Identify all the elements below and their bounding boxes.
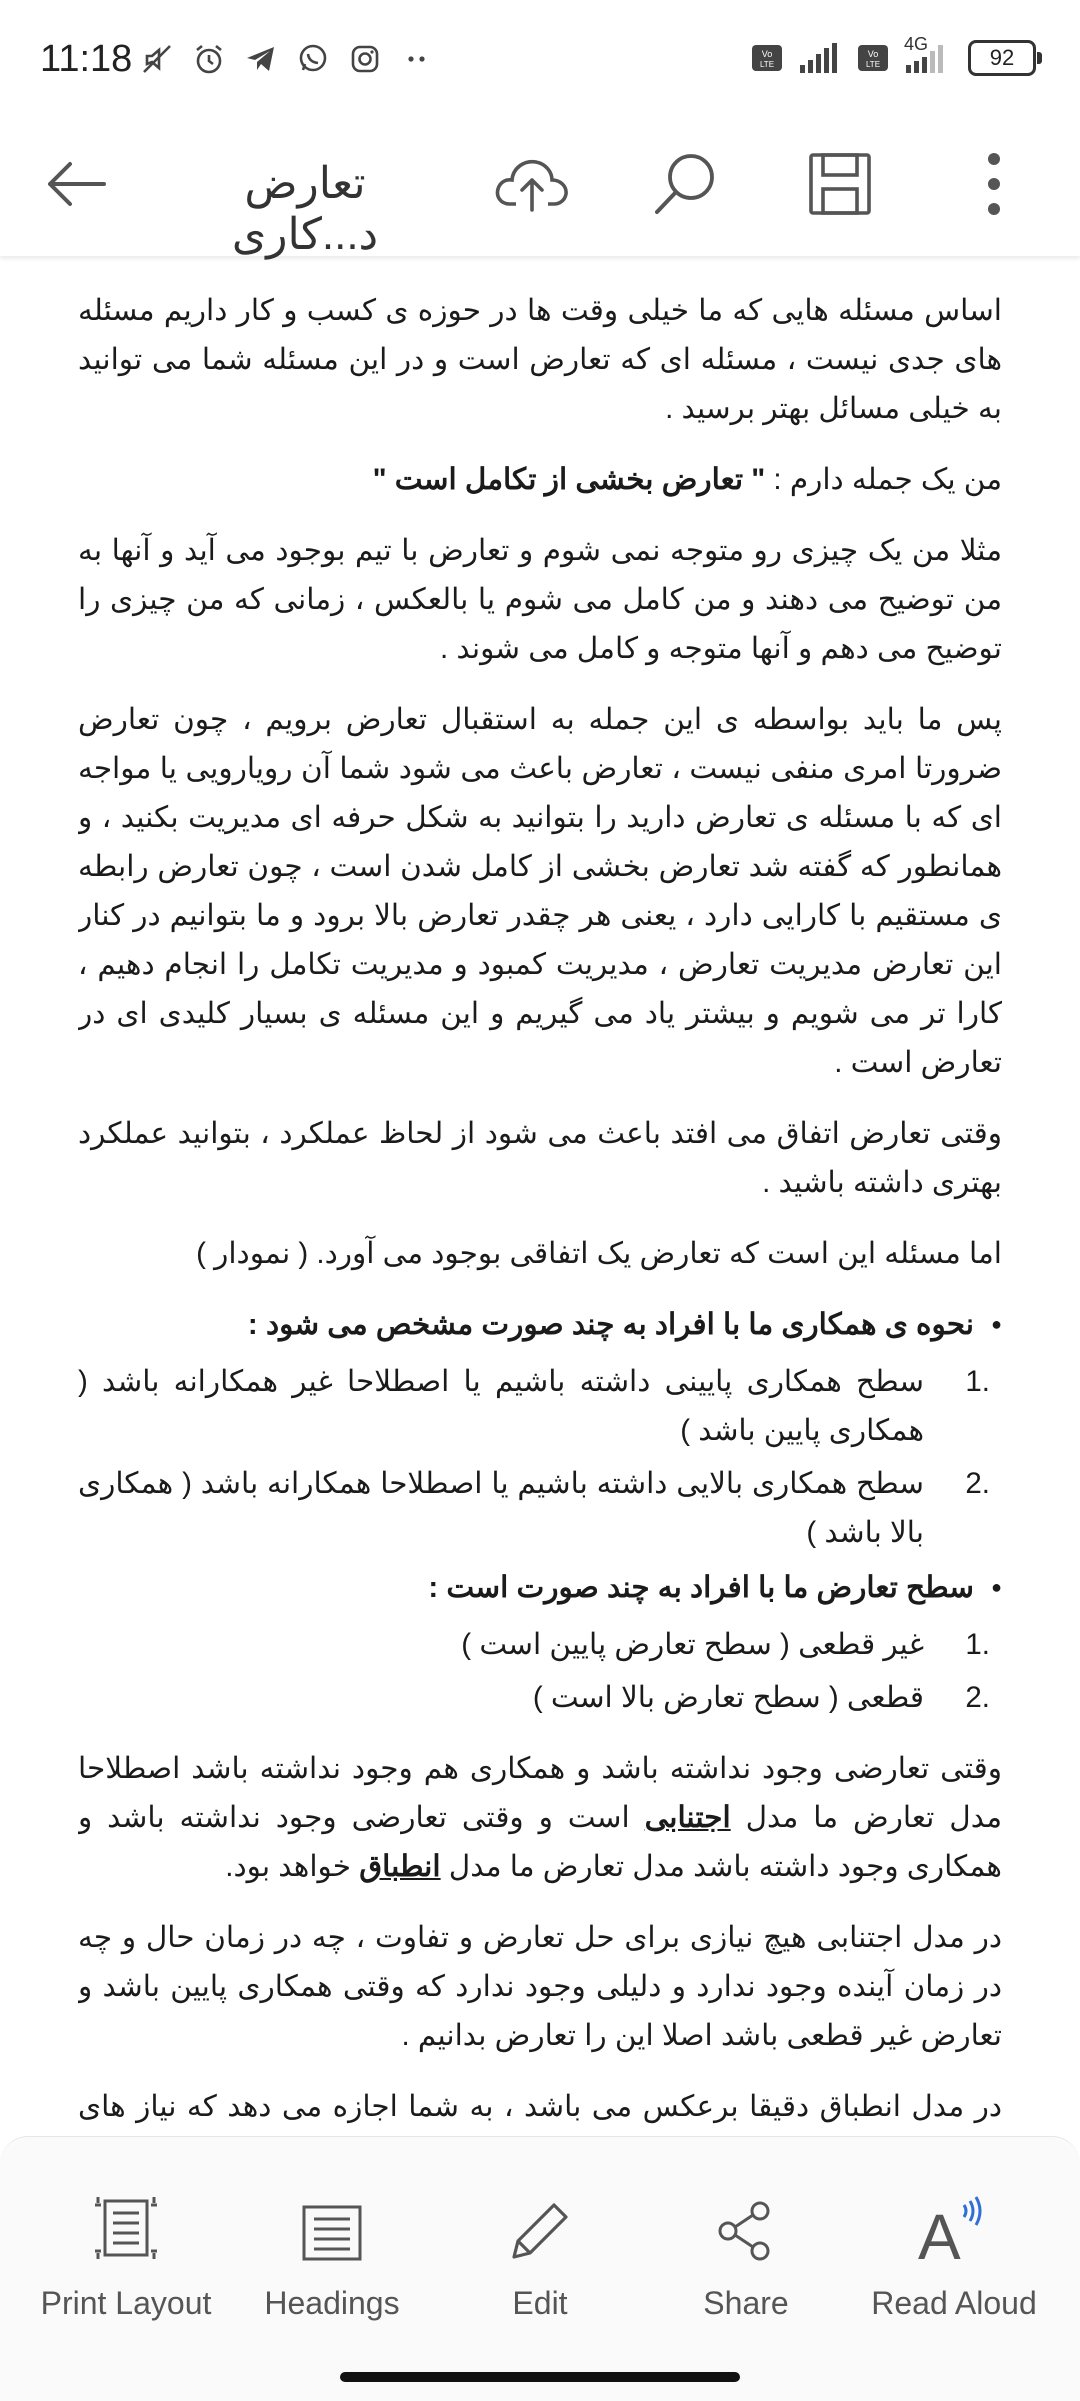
bullet-heading: ● سطح تعارض ما با افراد به چند صورت است : [78, 1563, 1002, 1612]
bullet-heading: ● نحوه ی همکاری ما با افراد به چند صورت مشخص می شود : [78, 1300, 1002, 1349]
signal-icon [904, 41, 954, 75]
list-item-text: سطح همکاری بالایی داشته باشیم یا اصطلاحا همکارانه باشد ( همکاری بالا باشد ) [78, 1467, 924, 1549]
save-icon [807, 151, 873, 217]
paragraph: اساس مسئله هایی که ما خیلی وقت ها در حوزه ی کسب و کار داریم مسئله های جدی نیست ، مسئله ای که تعارض است و در این مسئله شما می توانید به خیلی مسائل بهتر برسید . [78, 294, 1002, 425]
numbered-list [78, 1620, 1002, 1722]
quote-text: " تعارض بخشی از تکامل است " [372, 463, 766, 496]
list-item-text: قطعی ( سطح تعارض بالا است ) [532, 1681, 924, 1714]
list-item [78, 1620, 1002, 1669]
overflow-menu-button[interactable] [954, 144, 1034, 224]
list-item-text: سطح همکاری پایینی داشته باشیم یا اصطلاحا غیر همکارانه باشد ( همکاری پایین باشد ) [78, 1365, 924, 1447]
list-number: 1. [965, 1365, 990, 1398]
svg-text:Vo: Vo [761, 49, 773, 59]
svg-text:A: A [918, 2201, 961, 2263]
paragraph: وقتی تعارض اتفاق می افتد باعث می شود از لحاظ عملکرد ، بتوانید عملکرد بهتری داشته باشید . [78, 1117, 1002, 1199]
headings-button[interactable] [232, 2183, 432, 2322]
paragraph: اما مسئله این است که تعارض یک اتفاقی بوجود می آورد. ( نمودار ) [196, 1237, 1002, 1270]
svg-text:LTE: LTE [759, 60, 775, 69]
paragraph: پس ما باید بواسطه ی این جمله به استقبال تعارض برویم ، چون تعارض ضرورتا امری منفی نیست ، تعارض باعث می شود شما آن رویارویی یا مواجه ای که با مسئله ی تعارض دارید را بتوانید به شکل حرفه ای مدیریت بکنید ، و همانطور که گفته شد تعارض بخشی از کامل شدن است ، چون تعارض رابطه ی مستقیم با کارایی دارد ، یعنی هر چقدر تعارض بالا برود و ما بتوانیم در کنار این تعارض مدیریت تعارض ، مدیریت کمبود و مدیریت تکامل را انجام دهیم ، کارا تر می شویم و بیشتر یاد می گیریم و این مسئله ی بسیار کلیدی ای در تعارض است . [78, 703, 1002, 1079]
overflow-menu-icon [984, 151, 1004, 217]
alarm-icon [192, 42, 226, 76]
search-icon [651, 149, 721, 219]
share-button[interactable] [646, 2183, 846, 2322]
back-arrow-icon [44, 152, 108, 216]
telegram-icon [244, 42, 278, 76]
paragraph-quote [78, 455, 1002, 504]
underlined-term: انطباق [359, 1850, 441, 1883]
document-title[interactable]: تعارض د...کاری [231, 159, 379, 259]
read-aloud-label: Read Aloud [871, 2285, 1037, 2321]
signal-4g [904, 34, 954, 75]
share-icon [714, 2199, 778, 2263]
numbered-list [78, 1357, 1002, 1557]
list-number: 2. [965, 1681, 990, 1714]
list-item-text: غیر قطعی ( سطح تعارض پایین است ) [461, 1628, 924, 1661]
upload-button[interactable] [492, 144, 572, 224]
read-aloud-icon [914, 2193, 994, 2263]
print-layout-label: Print Layout [40, 2285, 212, 2321]
headings-icon [300, 2203, 364, 2263]
volte-icon [750, 41, 784, 75]
edit-pencil-icon [508, 2199, 572, 2263]
save-button[interactable] [800, 144, 880, 224]
quote-prefix: من یک جمله دارم : [773, 463, 1002, 496]
mute-icon [140, 42, 174, 76]
edit-label: Edit [512, 2285, 568, 2321]
paragraph: در مدل اجتنابی هیچ نیازی برای حل تعارض و تفاوت ، چه در زمان حال و چه در زمان آینده وجود ندارد و دلیلی وجود ندارد که وقتی همکاری پایین باشد و تعارض غیر قطعی باشد اصلا این را تعارض بدانیم . [78, 1921, 1002, 2052]
edit-button[interactable] [440, 2183, 640, 2322]
svg-text:Vo: Vo [867, 49, 879, 59]
list-item [78, 1357, 1002, 1455]
status-bar [0, 0, 1080, 118]
svg-text:LTE: LTE [865, 60, 881, 69]
underlined-term: اجتنابی [644, 1801, 731, 1834]
list-number: 1. [965, 1628, 990, 1661]
text-run: وقتی تعارضی وجود نداشته باشد و همکاری هم وجود نداشته باشد اصطلاحا مدل تعارض ما مدل [78, 1752, 1002, 1834]
headings-label: Headings [264, 2285, 400, 2321]
print-layout-icon [91, 2193, 161, 2263]
home-indicator[interactable] [340, 2372, 740, 2382]
volte-icon [856, 41, 890, 75]
network-type: 4G [904, 34, 929, 54]
list-item [78, 1673, 1002, 1722]
system-status-icons [750, 34, 1036, 76]
list-number: 2. [965, 1467, 990, 1500]
document-body[interactable] [78, 258, 1002, 2136]
print-layout-button[interactable] [26, 2183, 226, 2322]
list-item [78, 1459, 1002, 1557]
battery-indicator: 92 [968, 40, 1036, 76]
back-button[interactable] [36, 144, 116, 224]
read-aloud-button[interactable] [854, 2183, 1054, 2322]
instagram-icon [348, 42, 382, 76]
search-button[interactable] [646, 144, 726, 224]
text-run: خواهد بود. [225, 1850, 351, 1883]
whatsapp-icon [296, 42, 330, 76]
share-label: Share [703, 2285, 789, 2321]
paragraph: مثلا من یک چیزی رو متوجه نمی شوم و تعارض با تیم بوجود می آید و آنها به من توضیح می دهند و من کامل می شوم یا بالعکس ، زمانی که من چیزی را توضیح می دهم و آنها متوجه و کامل می شوند . [78, 534, 1002, 665]
more-dots-icon [400, 42, 434, 76]
cloud-upload-icon [494, 154, 570, 214]
paragraph: در مدل انطباق دقیقا برعکس می باشد ، به شما اجازه می دهد که نیاز های [78, 2090, 1002, 2123]
paragraph [78, 1744, 1002, 1891]
text-run: است و وقتی تعارضی وجود نداشته باشد و همکاری وجود داشته باشد مدل تعارض ما مدل [78, 1801, 1002, 1883]
app-toolbar [0, 118, 1080, 259]
signal-icon [798, 41, 842, 75]
notification-icons [140, 42, 434, 76]
status-time: 11:18 [40, 38, 133, 80]
bottom-action-bar [0, 2136, 1080, 2401]
